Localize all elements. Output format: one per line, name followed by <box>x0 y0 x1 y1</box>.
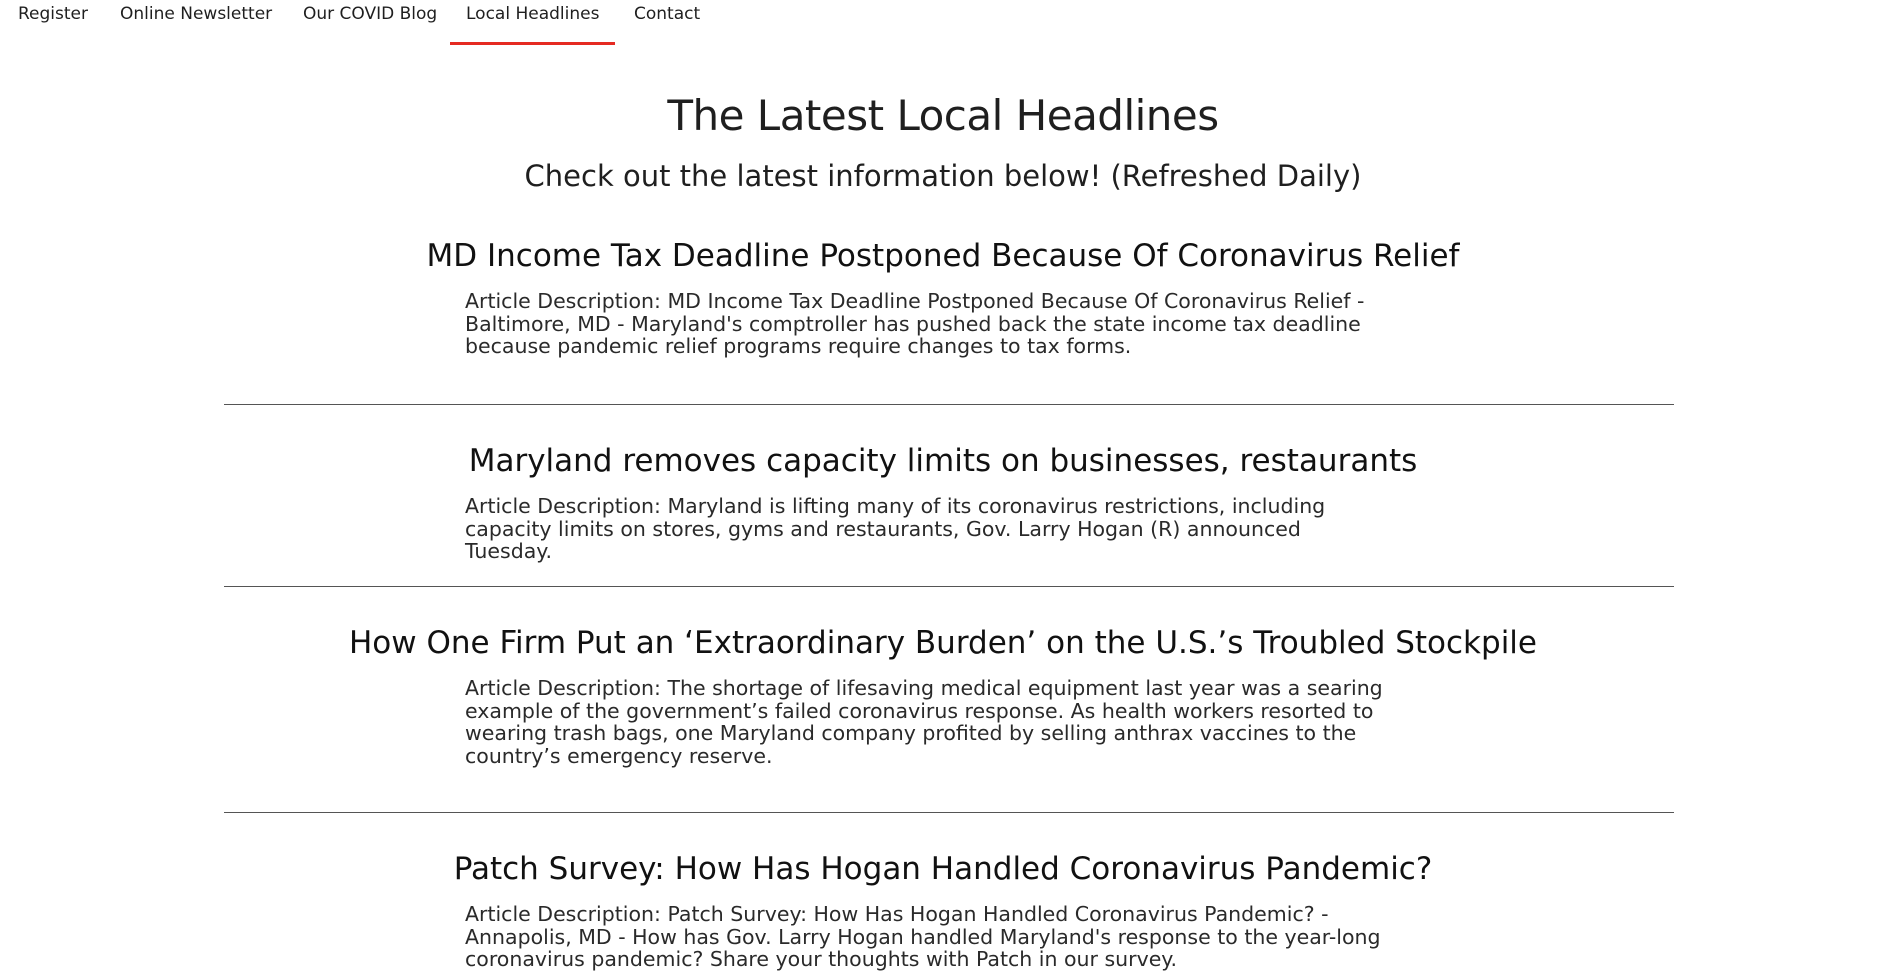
nav-covid-blog-link[interactable]: Our COVID Blog <box>303 4 438 24</box>
nav-local-headlines-link[interactable]: Local Headlines <box>466 0 599 44</box>
headline-title[interactable]: Patch Survey: How Has Hogan Handled Coronavirus Pandemic? <box>453 851 1433 887</box>
headline-divider <box>224 812 1674 813</box>
headline-title[interactable]: Maryland removes capacity limits on businesses, restaurants <box>468 443 1418 479</box>
headline-description: Article Description: Patch Survey: How Has Hogan Handled Coronavirus Pandemic? - Annapolis, MD - How has Gov. Larry Hogan handled Maryland's response to the year-long coronavirus pandemic? Share your thoughts with Patch in our survey. <box>465 902 1381 971</box>
headline-title[interactable]: How One Firm Put an ‘Extraordinary Burden’ on the U.S.’s Troubled Stockpile <box>348 625 1537 661</box>
headline-divider <box>224 586 1674 587</box>
headline-divider <box>224 404 1674 405</box>
nav-online-newsletter-link[interactable]: Online Newsletter <box>120 4 273 24</box>
nav-register-link[interactable]: Register <box>18 4 88 24</box>
headline-description: Article Description: The shortage of lifesaving medical equipment last year was a searing example of the government’s failed coronavirus response. As health workers resorted to wearing trash bags, one Maryland company profited by selling anthrax vaccines to the country’s emergency reserve. <box>465 676 1383 768</box>
headline-description: Article Description: Maryland is lifting many of its coronavirus restrictions, including capacity limits on stores, gyms and restaurants, Gov. Larry Hogan (R) announced Tuesday. <box>465 494 1326 563</box>
headline-title[interactable]: MD Income Tax Deadline Postponed Because Of Coronavirus Relief <box>426 238 1460 274</box>
headline-description: Article Description: MD Income Tax Deadline Postponed Because Of Coronavirus Relief - Baltimore, MD - Maryland's comptroller has pushed back the state income tax deadline because pandemic relief programs require changes to tax forms. <box>465 289 1365 358</box>
nav-contact-link[interactable]: Contact <box>634 4 701 24</box>
top-nav <box>0 0 1886 46</box>
page-subtitle: Check out the latest information below! (Refreshed Daily) <box>524 159 1362 193</box>
page-title: The Latest Local Headlines <box>667 91 1219 140</box>
